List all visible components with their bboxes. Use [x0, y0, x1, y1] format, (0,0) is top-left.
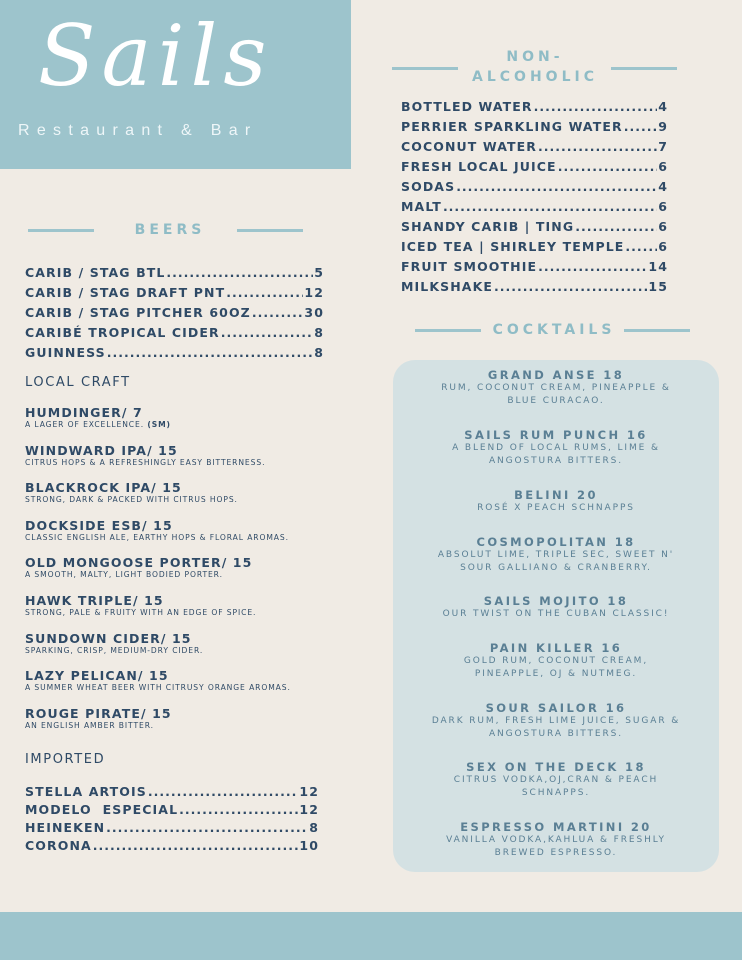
item-price: 6	[658, 219, 668, 234]
footer-bar	[0, 912, 742, 960]
non-alcoholic-line-right	[611, 67, 677, 70]
leader-dots	[166, 263, 313, 283]
craft-name: ROUGE PIRATE/ 15	[25, 705, 172, 721]
cocktail-name: PAIN KILLER 16	[489, 641, 623, 655]
cocktail-item	[393, 428, 719, 468]
item-name: CARIB / STAG DRAFT PNT	[25, 285, 226, 300]
leader-dots	[625, 237, 657, 257]
leader-dots	[624, 117, 657, 137]
craft-name: WINDWARD IPA/ 15	[25, 442, 178, 458]
menu-row	[25, 263, 324, 283]
leader-dots	[107, 343, 313, 363]
cocktail-item	[393, 641, 719, 681]
cocktail-desc: DARK RUM, FRESH LIME JUICE, SUGAR &	[431, 716, 681, 726]
item-name: STELLA ARTOIS	[25, 784, 147, 799]
cocktails-line-left	[415, 329, 481, 332]
beers-line-left	[28, 229, 94, 232]
cocktail-item	[393, 535, 719, 575]
craft-name: OLD MONGOOSE PORTER/ 15	[25, 555, 253, 571]
non-alcoholic-heading-line2: ALCOHOLIC	[472, 69, 598, 85]
beers-list	[25, 263, 324, 363]
menu-row	[401, 137, 668, 157]
cocktail-desc: PINEAPPLE, OJ & NUTMEG.	[474, 669, 638, 679]
craft-item	[25, 593, 345, 631]
leader-dots	[252, 303, 304, 323]
item-name: CORONA	[25, 838, 92, 853]
craft-tag: (SM)	[147, 420, 171, 429]
craft-name: LAZY PELICAN/ 15	[25, 668, 169, 684]
item-price: 5	[314, 265, 324, 280]
cocktail-desc: ANGOSTURA BITTERS.	[488, 456, 624, 466]
item-name: GUINNESS	[25, 345, 106, 360]
cocktail-item	[393, 701, 719, 741]
craft-item	[25, 405, 345, 443]
craft-desc: A SMOOTH, MALTY, LIGHT BODIED PORTER.	[25, 570, 223, 580]
craft-desc: SPARKING, CRISP, MEDIUM-DRY CIDER.	[25, 645, 204, 655]
cocktail-name: SAILS MOJITO 18	[483, 594, 629, 608]
cocktails-panel	[393, 360, 719, 872]
cocktail-item	[393, 488, 719, 515]
item-price: 4	[658, 99, 668, 114]
craft-desc: STRONG, PALE & FRUITY WITH AN EDGE OF SPICE.	[25, 607, 257, 617]
cocktail-name: SEX ON THE DECK 18	[466, 760, 646, 774]
menu-row	[25, 283, 324, 303]
leader-dots	[226, 283, 303, 303]
local-craft-heading: LOCAL CRAFT	[25, 375, 131, 390]
cocktail-item	[393, 368, 719, 408]
item-name: FRESH LOCAL JUICE	[401, 159, 557, 174]
local-craft-list	[25, 375, 345, 743]
cocktail-desc: OUR TWIST ON THE CUBAN CLASSIC!	[442, 609, 670, 619]
cocktail-desc: GOLD RUM, COCONUT CREAM,	[463, 656, 649, 666]
cocktail-item	[393, 760, 719, 800]
item-name: PERRIER SPARKLING WATER	[401, 119, 623, 134]
leader-dots	[575, 217, 657, 237]
cocktail-name: GRAND ANSE 18	[487, 368, 625, 382]
craft-item	[25, 668, 345, 706]
cocktail-name: SAILS RUM PUNCH 16	[464, 428, 648, 442]
leader-dots	[558, 157, 657, 177]
imported-heading: IMPORTED	[25, 752, 106, 767]
cocktail-desc: SCHNAPPS.	[521, 788, 591, 798]
cocktail-item	[393, 594, 719, 621]
craft-item	[25, 443, 345, 481]
cocktail-name: ESPRESSO MARTINI 20	[460, 820, 652, 834]
cocktail-desc: ABSOLUT LIME, TRIPLE SEC, SWEET N'	[437, 550, 675, 560]
item-price: 8	[314, 345, 324, 360]
logo-panel	[0, 0, 351, 169]
item-name: HEINEKEN	[25, 820, 106, 835]
logo-subtitle: Restaurant & Bar	[18, 122, 258, 139]
craft-desc: CITRUS HOPS & A REFRESHINGLY EASY BITTERNESS.	[25, 457, 266, 467]
cocktail-name: COSMOPOLITAN 18	[476, 535, 636, 549]
cocktail-desc: VANILLA VODKA,KAHLUA & FRESHLY	[446, 835, 666, 845]
item-price: 4	[658, 179, 668, 194]
item-name: CARIB / STAG BTL	[25, 265, 166, 280]
item-price: 30	[304, 305, 324, 320]
leader-dots	[93, 837, 299, 855]
non-alcoholic-heading	[460, 47, 610, 87]
leader-dots	[538, 137, 657, 157]
item-price: 6	[658, 239, 668, 254]
craft-name: DOCKSIDE ESB/ 15	[25, 517, 173, 533]
cocktails-heading: COCKTAILS	[492, 322, 616, 338]
item-name: CARIBÉ TROPICAL CIDER	[25, 325, 220, 340]
menu-row	[401, 277, 668, 297]
craft-item	[25, 480, 345, 518]
logo-script: Sails	[38, 7, 273, 105]
menu-row	[401, 177, 668, 197]
menu-row	[401, 237, 668, 257]
item-price: 12	[304, 285, 324, 300]
menu-row	[25, 343, 324, 363]
craft-desc: STRONG, DARK & PACKED WITH CITRUS HOPS.	[25, 495, 238, 505]
craft-item	[25, 631, 345, 669]
item-name: BOTTLED WATER	[401, 99, 533, 114]
craft-desc: CLASSIC ENGLISH ALE, EARTHY HOPS & FLORAL AROMAS.	[25, 532, 289, 542]
cocktail-name: BELINI 20	[514, 488, 598, 502]
item-name: SODAS	[401, 179, 456, 194]
cocktail-item	[393, 820, 719, 860]
menu-row	[25, 837, 319, 855]
non-alcoholic-list	[401, 97, 668, 297]
craft-item	[25, 706, 345, 744]
leader-dots	[456, 177, 657, 197]
menu-row	[401, 217, 668, 237]
craft-item	[25, 555, 345, 593]
item-price: 15	[648, 279, 668, 294]
item-price: 6	[658, 159, 668, 174]
leader-dots	[179, 801, 298, 819]
item-price: 9	[658, 119, 668, 134]
item-price: 12	[299, 784, 319, 799]
menu-row	[25, 819, 319, 837]
item-price: 12	[299, 802, 319, 817]
cocktail-desc: A BLEND OF LOCAL RUMS, LIME &	[452, 443, 660, 453]
item-name: MODELO ESPECIAL	[25, 802, 179, 817]
cocktail-desc: BLUE CURACAO.	[507, 396, 605, 406]
menu-row	[25, 783, 319, 801]
craft-desc	[25, 420, 345, 430]
menu-row	[401, 97, 668, 117]
item-name: ICED TEA | SHIRLEY TEMPLE	[401, 239, 625, 254]
craft-name: HUMDINGER/ 7	[25, 405, 143, 420]
craft-desc: A SUMMER WHEAT BEER WITH CITRUSY ORANGE AROMAS.	[25, 683, 291, 693]
menu-row	[25, 303, 324, 323]
cocktail-desc: ROSÉ X PEACH SCHNAPPS	[477, 503, 635, 513]
craft-desc: AN ENGLISH AMBER BITTER.	[25, 720, 154, 730]
menu-row	[401, 257, 668, 277]
leader-dots	[106, 819, 308, 837]
item-name: COCONUT WATER	[401, 139, 538, 154]
leader-dots	[443, 197, 657, 217]
item-name: MILKSHAKE	[401, 279, 494, 294]
beers-line-right	[237, 229, 303, 232]
leader-dots	[148, 783, 299, 801]
cocktail-desc: CITRUS VODKA,OJ,CRAN & PEACH	[453, 775, 659, 785]
craft-name: SUNDOWN CIDER/ 15	[25, 630, 192, 646]
menu-row	[401, 117, 668, 137]
item-name: CARIB / STAG PITCHER 60OZ	[25, 305, 251, 320]
leader-dots	[221, 323, 313, 343]
menu-row	[401, 197, 668, 217]
item-price: 14	[648, 259, 668, 274]
non-alcoholic-line-left	[392, 67, 458, 70]
leader-dots	[538, 257, 647, 277]
craft-item	[25, 518, 345, 556]
craft-desc-text: A LAGER OF EXCELLENCE.	[25, 420, 145, 429]
cocktail-desc: BREWED ESPRESSO.	[494, 848, 618, 858]
cocktail-desc: RUM, COCONUT CREAM, PINEAPPLE &	[441, 383, 671, 393]
menu-row	[401, 157, 668, 177]
menu-row	[25, 323, 324, 343]
leader-dots	[494, 277, 647, 297]
beers-heading: BEERS	[134, 222, 206, 238]
non-alcoholic-heading-line1: NON-	[506, 49, 564, 65]
cocktails-line-right	[624, 329, 690, 332]
item-price: 6	[658, 199, 668, 214]
item-name: MALT	[401, 199, 442, 214]
craft-name: BLACKROCK IPA/ 15	[25, 480, 182, 496]
cocktail-desc: ANGOSTURA BITTERS.	[488, 729, 624, 739]
cocktail-name: SOUR SAILOR 16	[485, 701, 627, 715]
craft-name: HAWK TRIPLE/ 15	[25, 592, 164, 608]
item-price: 8	[314, 325, 324, 340]
leader-dots	[534, 97, 658, 117]
cocktail-desc: SOUR GALLIANO & CRANBERRY.	[460, 563, 652, 573]
item-name: SHANDY CARIB | TING	[401, 219, 575, 234]
imported-list	[25, 752, 319, 855]
item-price: 8	[309, 820, 319, 835]
menu-row	[25, 801, 319, 819]
item-price: 10	[299, 838, 319, 853]
item-name: FRUIT SMOOTHIE	[401, 259, 538, 274]
item-price: 7	[658, 139, 668, 154]
